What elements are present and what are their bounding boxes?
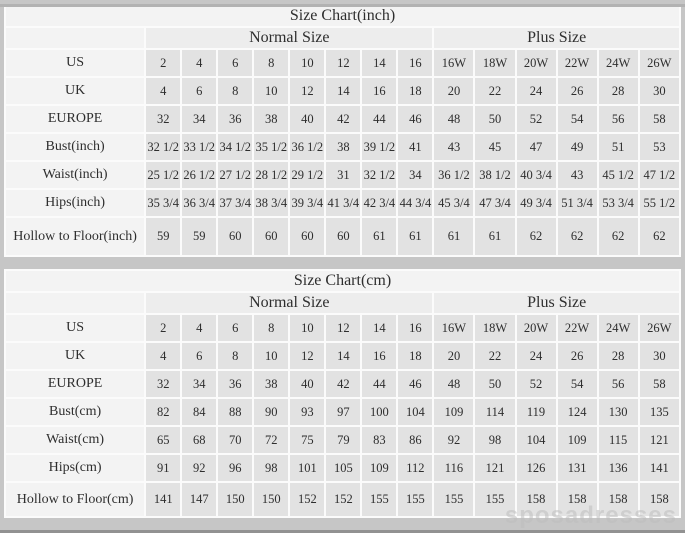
size-cell: 14 (326, 343, 360, 369)
size-cell: 75 (290, 427, 324, 453)
size-cell: 20 (434, 343, 473, 369)
size-cell: 26W (640, 50, 679, 76)
size-cell: 44 (362, 106, 396, 132)
size-cell: 112 (398, 455, 432, 481)
row-label: Hollow to Floor(inch) (6, 218, 144, 255)
size-cell: 105 (326, 455, 360, 481)
size-cell: 30 (640, 343, 679, 369)
row-label: Hollow to Floor(cm) (6, 483, 144, 516)
size-cell: 49 3/4 (517, 190, 556, 216)
size-cell: 53 3/4 (599, 190, 638, 216)
size-cell: 32 1/2 (362, 162, 396, 188)
size-cell: 91 (146, 455, 180, 481)
table-row (6, 134, 679, 160)
size-cell: 35 1/2 (254, 134, 288, 160)
size-cell: 4 (146, 343, 180, 369)
table-title: Size Chart(cm) (6, 271, 679, 291)
size-cell: 43 (558, 162, 597, 188)
size-cell: 60 (290, 218, 324, 255)
size-cell: 28 1/2 (254, 162, 288, 188)
size-cell: 24 (517, 343, 556, 369)
size-cell: 36 3/4 (182, 190, 216, 216)
size-cell: 20W (517, 315, 556, 341)
size-cell: 155 (398, 483, 432, 516)
table-row (6, 399, 679, 425)
size-cell: 158 (640, 483, 679, 516)
size-cell: 124 (558, 399, 597, 425)
size-cell: 18 (398, 343, 432, 369)
size-cell: 136 (599, 455, 638, 481)
size-cell: 42 (326, 106, 360, 132)
corner-cell (6, 28, 144, 48)
size-cell: 158 (517, 483, 556, 516)
size-cell: 2 (146, 50, 180, 76)
size-cell: 6 (218, 315, 252, 341)
size-cell: 6 (218, 50, 252, 76)
row-label: Bust(inch) (6, 134, 144, 160)
size-cell: 53 (640, 134, 679, 160)
size-cell: 10 (254, 78, 288, 104)
size-cell: 18W (475, 50, 514, 76)
size-cell: 45 3/4 (434, 190, 473, 216)
size-cell: 54 (558, 371, 597, 397)
size-cell: 10 (290, 315, 324, 341)
size-cell: 126 (517, 455, 556, 481)
size-cell: 49 (558, 134, 597, 160)
row-label: EUROPE (6, 371, 144, 397)
size-cell: 60 (254, 218, 288, 255)
table-row (6, 427, 679, 453)
size-cell: 22 (475, 78, 514, 104)
size-cell: 61 (434, 218, 473, 255)
size-chart-cm-table (4, 269, 681, 518)
size-cell: 131 (558, 455, 597, 481)
row-label: Hips(inch) (6, 190, 144, 216)
size-cell: 22W (558, 315, 597, 341)
size-cell: 155 (362, 483, 396, 516)
size-cell: 135 (640, 399, 679, 425)
size-cell: 25 1/2 (146, 162, 180, 188)
size-cell: 116 (434, 455, 473, 481)
size-cell: 62 (558, 218, 597, 255)
corner-cell (6, 293, 144, 313)
size-cell: 97 (326, 399, 360, 425)
size-cell: 46 (398, 371, 432, 397)
size-cell: 50 (475, 106, 514, 132)
size-cell: 28 (599, 343, 638, 369)
size-cell: 33 1/2 (182, 134, 216, 160)
column-group-row (6, 293, 679, 313)
size-cell: 38 1/2 (475, 162, 514, 188)
size-cell: 6 (182, 343, 216, 369)
row-label: Bust(cm) (6, 399, 144, 425)
size-cell: 26 1/2 (182, 162, 216, 188)
size-cell: 86 (398, 427, 432, 453)
size-cell: 45 1/2 (599, 162, 638, 188)
table-row (6, 218, 679, 255)
size-cell: 62 (640, 218, 679, 255)
size-cell: 32 (146, 106, 180, 132)
size-cell: 47 1/2 (640, 162, 679, 188)
size-cell: 32 (146, 371, 180, 397)
row-label: UK (6, 78, 144, 104)
size-cell: 98 (254, 455, 288, 481)
size-cell: 72 (254, 427, 288, 453)
size-cell: 158 (558, 483, 597, 516)
size-cell: 90 (254, 399, 288, 425)
row-label: Waist(cm) (6, 427, 144, 453)
row-label: EUROPE (6, 106, 144, 132)
size-cell: 65 (146, 427, 180, 453)
size-cell: 8 (218, 78, 252, 104)
table-title-row (6, 271, 679, 291)
size-cell: 93 (290, 399, 324, 425)
size-cell: 92 (182, 455, 216, 481)
size-cell: 44 3/4 (398, 190, 432, 216)
size-cell: 109 (362, 455, 396, 481)
size-cell: 34 (182, 106, 216, 132)
table-row (6, 483, 679, 516)
size-cell: 16W (434, 315, 473, 341)
row-label: US (6, 50, 144, 76)
size-cell: 109 (434, 399, 473, 425)
size-cell: 114 (475, 399, 514, 425)
size-cell: 31 (326, 162, 360, 188)
size-cell: 36 (218, 106, 252, 132)
table-row (6, 106, 679, 132)
size-cell: 47 (517, 134, 556, 160)
table-row (6, 343, 679, 369)
size-cell: 61 (362, 218, 396, 255)
size-cell: 12 (326, 50, 360, 76)
size-cell: 39 3/4 (290, 190, 324, 216)
size-cell: 141 (640, 455, 679, 481)
size-cell: 51 (599, 134, 638, 160)
column-group-plus-size: Plus Size (434, 28, 679, 48)
size-cell: 34 (182, 371, 216, 397)
size-cell: 119 (517, 399, 556, 425)
size-cell: 38 (254, 106, 288, 132)
size-cell: 4 (146, 78, 180, 104)
size-cell: 16W (434, 50, 473, 76)
size-cell: 24W (599, 50, 638, 76)
size-cell: 61 (475, 218, 514, 255)
size-cell: 51 3/4 (558, 190, 597, 216)
size-cell: 43 (434, 134, 473, 160)
column-group-row (6, 28, 679, 48)
top-edge-divider (0, 4, 685, 7)
size-cell: 8 (218, 343, 252, 369)
size-cell: 155 (475, 483, 514, 516)
size-cell: 130 (599, 399, 638, 425)
size-cell: 39 1/2 (362, 134, 396, 160)
table-row (6, 162, 679, 188)
size-cell: 41 (398, 134, 432, 160)
size-cell: 150 (218, 483, 252, 516)
size-cell: 158 (599, 483, 638, 516)
size-cell: 14 (326, 78, 360, 104)
size-cell: 70 (218, 427, 252, 453)
size-cell: 47 3/4 (475, 190, 514, 216)
size-cell: 98 (475, 427, 514, 453)
row-label: UK (6, 343, 144, 369)
size-cell: 141 (146, 483, 180, 516)
size-cell: 121 (640, 427, 679, 453)
table-row (6, 315, 679, 341)
size-cell: 41 3/4 (326, 190, 360, 216)
size-cell: 27 1/2 (218, 162, 252, 188)
size-cell: 46 (398, 106, 432, 132)
size-cell: 115 (599, 427, 638, 453)
size-cell: 83 (362, 427, 396, 453)
size-cell: 10 (290, 50, 324, 76)
size-cell: 104 (517, 427, 556, 453)
size-cell: 30 (640, 78, 679, 104)
column-group-normal-size: Normal Size (146, 293, 432, 313)
size-cell: 16 (398, 315, 432, 341)
size-cell: 82 (146, 399, 180, 425)
size-cell: 100 (362, 399, 396, 425)
size-cell: 104 (398, 399, 432, 425)
table-row (6, 190, 679, 216)
size-cell: 150 (254, 483, 288, 516)
size-cell: 58 (640, 371, 679, 397)
size-cell: 121 (475, 455, 514, 481)
size-cell: 14 (362, 50, 396, 76)
size-cell: 40 (290, 106, 324, 132)
size-cell: 4 (182, 315, 216, 341)
watermark: sposadresses (504, 502, 677, 529)
size-cell: 44 (362, 371, 396, 397)
size-cell: 16 (398, 50, 432, 76)
size-cell: 20 (434, 78, 473, 104)
size-cell: 35 3/4 (146, 190, 180, 216)
size-cell: 18W (475, 315, 514, 341)
table-title: Size Chart(inch) (6, 6, 679, 26)
size-cell: 8 (254, 50, 288, 76)
size-cell: 58 (640, 106, 679, 132)
size-cell: 14 (362, 315, 396, 341)
table-row (6, 50, 679, 76)
size-chart-inch-table (4, 4, 681, 257)
size-cell: 96 (218, 455, 252, 481)
size-cell: 4 (182, 50, 216, 76)
size-cell: 52 (517, 106, 556, 132)
size-cell: 52 (517, 371, 556, 397)
size-cell: 40 (290, 371, 324, 397)
size-cell: 2 (146, 315, 180, 341)
size-cell: 12 (326, 315, 360, 341)
size-cell: 18 (398, 78, 432, 104)
size-cell: 61 (398, 218, 432, 255)
size-cell: 32 1/2 (146, 134, 180, 160)
size-cell: 12 (290, 78, 324, 104)
size-cell: 59 (182, 218, 216, 255)
size-cell: 42 (326, 371, 360, 397)
size-cell: 79 (326, 427, 360, 453)
row-label: Waist(inch) (6, 162, 144, 188)
size-cell: 12 (290, 343, 324, 369)
size-cell: 92 (434, 427, 473, 453)
size-cell: 50 (475, 371, 514, 397)
size-cell: 62 (599, 218, 638, 255)
size-cell: 147 (182, 483, 216, 516)
table-title-row (6, 6, 679, 26)
size-cell: 40 3/4 (517, 162, 556, 188)
row-label: Hips(cm) (6, 455, 144, 481)
size-cell: 48 (434, 371, 473, 397)
size-cell: 26W (640, 315, 679, 341)
column-group-normal-size: Normal Size (146, 28, 432, 48)
size-cell: 38 (326, 134, 360, 160)
size-cell: 37 3/4 (218, 190, 252, 216)
size-cell: 55 1/2 (640, 190, 679, 216)
size-cell: 101 (290, 455, 324, 481)
size-cell: 16 (362, 78, 396, 104)
size-cell: 29 1/2 (290, 162, 324, 188)
size-cell: 88 (218, 399, 252, 425)
size-cell: 42 3/4 (362, 190, 396, 216)
size-cell: 38 (254, 371, 288, 397)
size-cell: 60 (218, 218, 252, 255)
size-cell: 34 (398, 162, 432, 188)
size-cell: 16 (362, 343, 396, 369)
size-cell: 24W (599, 315, 638, 341)
size-cell: 36 1/2 (290, 134, 324, 160)
size-cell: 48 (434, 106, 473, 132)
size-cell: 20W (517, 50, 556, 76)
table-row (6, 371, 679, 397)
size-cell: 8 (254, 315, 288, 341)
size-cell: 10 (254, 343, 288, 369)
size-cell: 22 (475, 343, 514, 369)
row-label: US (6, 315, 144, 341)
size-cell: 6 (182, 78, 216, 104)
size-cell: 38 3/4 (254, 190, 288, 216)
size-cell: 28 (599, 78, 638, 104)
size-cell: 54 (558, 106, 597, 132)
size-cell: 62 (517, 218, 556, 255)
table-row (6, 455, 679, 481)
size-cell: 84 (182, 399, 216, 425)
size-cell: 36 (218, 371, 252, 397)
size-cell: 109 (558, 427, 597, 453)
size-cell: 26 (558, 343, 597, 369)
size-cell: 56 (599, 106, 638, 132)
size-cell: 152 (290, 483, 324, 516)
column-group-plus-size: Plus Size (434, 293, 679, 313)
size-cell: 45 (475, 134, 514, 160)
size-cell: 152 (326, 483, 360, 516)
size-cell: 24 (517, 78, 556, 104)
table-row (6, 78, 679, 104)
size-cell: 26 (558, 78, 597, 104)
size-cell: 68 (182, 427, 216, 453)
size-cell: 59 (146, 218, 180, 255)
size-cell: 22W (558, 50, 597, 76)
size-cell: 34 1/2 (218, 134, 252, 160)
size-cell: 56 (599, 371, 638, 397)
size-cell: 36 1/2 (434, 162, 473, 188)
size-cell: 60 (326, 218, 360, 255)
size-cell: 155 (434, 483, 473, 516)
